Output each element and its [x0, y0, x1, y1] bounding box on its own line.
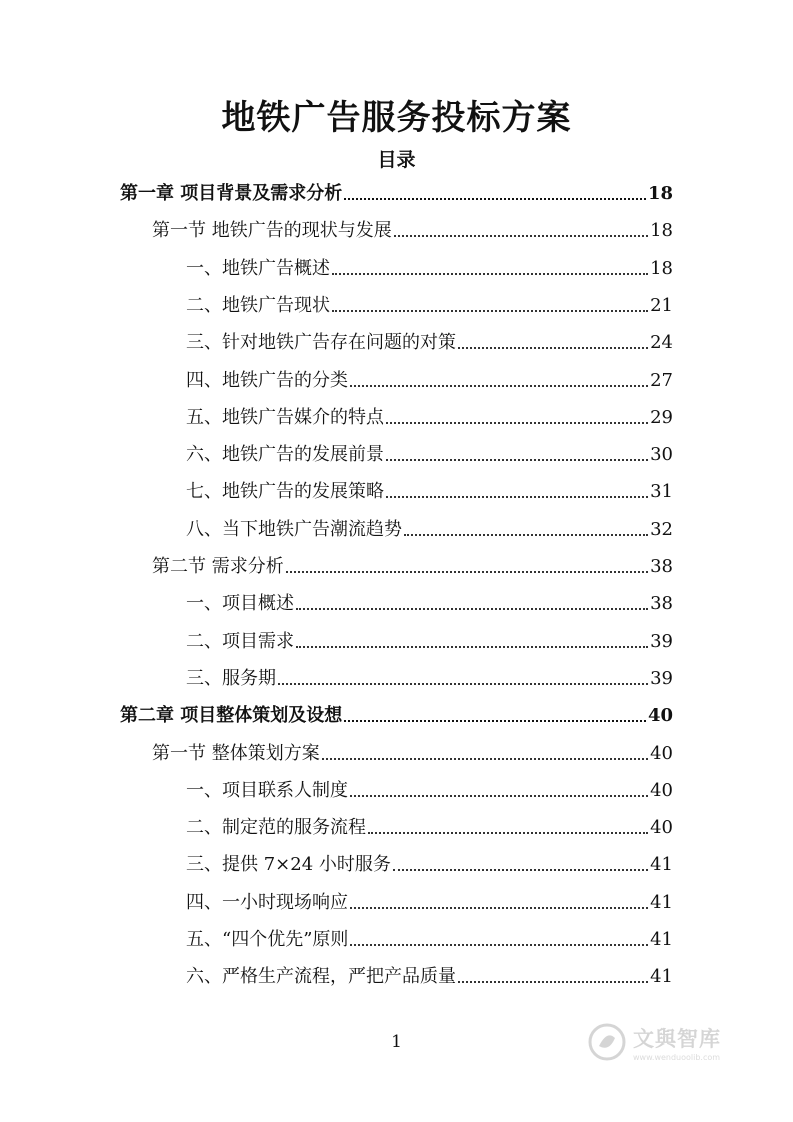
toc-subsection-entry[interactable] — [186, 891, 673, 915]
toc-leader-dots — [286, 571, 648, 573]
toc-leader-dots — [458, 347, 648, 349]
toc-entry-page: 18 — [647, 183, 673, 204]
toc-subsection-entry[interactable] — [186, 406, 673, 430]
toc-entry-page: 40 — [650, 742, 673, 764]
toc-leader-dots — [350, 944, 648, 946]
page-number: 1 — [391, 1032, 402, 1052]
toc-heading: 目录 — [377, 149, 416, 171]
toc-entry-label: 第二节 需求分析 — [152, 556, 284, 577]
toc-entry-page: 18 — [650, 257, 673, 279]
toc-entry-page: 24 — [650, 332, 673, 354]
toc-subsection-entry[interactable] — [186, 965, 673, 989]
toc-entry-page: 32 — [650, 518, 673, 540]
toc-entry-label: 二、地铁广告现状 — [186, 294, 330, 316]
toc-leader-dots — [332, 310, 648, 312]
toc-entry-page: 30 — [650, 444, 673, 466]
toc-entry-label: 第二章 项目整体策划及设想 — [120, 705, 343, 727]
watermark-url: www.wenduoolib.com — [633, 1052, 721, 1062]
toc-leader-dots — [332, 273, 648, 275]
toc-entry-page: 40 — [647, 705, 673, 727]
toc-entry-label: 第一章 项目背景及需求分析 — [120, 183, 343, 204]
toc-chapter-entry[interactable] — [120, 704, 673, 728]
toc-leader-dots — [394, 235, 648, 237]
toc-leader-dots — [386, 459, 648, 461]
toc-entry-page: 41 — [650, 854, 673, 876]
toc-subsection-entry[interactable] — [186, 816, 673, 840]
toc-entry-label: 三、提供 7×24 小时服务 — [186, 854, 391, 876]
toc-leader-dots — [296, 608, 648, 610]
toc-entry-label: 八、当下地铁广告潮流趋势 — [186, 518, 402, 540]
toc-entry-label: 六、地铁广告的发展前景 — [186, 444, 384, 466]
toc-entry-label: 七、地铁广告的发展策略 — [186, 481, 384, 503]
toc-entry-label: 二、项目需求 — [186, 630, 294, 652]
toc-subsection-entry[interactable] — [186, 257, 673, 281]
toc-entry-page: 31 — [650, 481, 673, 503]
toc-entry-label: 三、服务期 — [186, 667, 276, 689]
toc-section-entry[interactable] — [152, 742, 673, 766]
toc-entry-page: 39 — [650, 630, 673, 652]
toc-entry-page: 41 — [650, 966, 673, 988]
toc-entry-label: 四、一小时现场响应 — [186, 891, 348, 913]
toc-leader-dots — [350, 385, 648, 387]
toc-subsection-entry[interactable] — [186, 480, 673, 504]
toc-entry-page: 40 — [650, 779, 673, 801]
toc-leader-dots — [350, 907, 648, 909]
toc-entry-label: 三、针对地铁广告存在问题的对策 — [186, 332, 456, 354]
toc-entry-label: 二、制定范的服务流程 — [186, 817, 366, 839]
toc-entry-page: 18 — [650, 220, 673, 242]
toc-entry-page: 29 — [650, 406, 673, 428]
toc-subsection-entry[interactable] — [186, 853, 673, 877]
toc-entry-label: 五、“四个优先”原则 — [186, 929, 349, 950]
toc-entry-label: 第一节 地铁广告的现状与发展 — [152, 220, 392, 242]
toc-leader-dots — [344, 198, 646, 200]
toc-leader-dots — [278, 683, 648, 685]
toc-entry-page: 27 — [650, 369, 673, 391]
toc-section-entry[interactable] — [152, 555, 673, 579]
toc-subsection-entry[interactable] — [186, 331, 673, 355]
toc-subsection-entry[interactable] — [186, 630, 673, 654]
toc-entry-page: 41 — [650, 891, 673, 913]
toc-leader-dots — [393, 869, 648, 871]
toc-leader-dots — [386, 496, 648, 498]
toc-subsection-entry[interactable] — [186, 294, 673, 318]
toc-leader-dots — [296, 646, 648, 648]
toc-subsection-entry[interactable] — [186, 592, 673, 616]
toc-subsection-entry[interactable] — [186, 369, 673, 393]
toc-leader-dots — [386, 422, 648, 424]
toc-leader-dots — [350, 795, 648, 797]
toc-subsection-entry[interactable] — [186, 443, 673, 467]
toc-section-entry[interactable] — [152, 219, 673, 243]
toc-leader-dots — [368, 832, 648, 834]
toc-leader-dots — [404, 534, 648, 536]
toc-entry-page: 39 — [650, 667, 673, 689]
toc-subsection-entry[interactable] — [186, 928, 673, 952]
toc-subsection-entry[interactable] — [186, 779, 673, 803]
toc-entry-label: 一、项目概述 — [186, 593, 294, 615]
toc-subsection-entry[interactable] — [186, 667, 673, 691]
toc-entry-page: 21 — [650, 294, 673, 316]
toc-leader-dots — [458, 981, 648, 983]
toc-entry-page: 41 — [650, 929, 673, 950]
toc-entry-label: 第一节 整体策划方案 — [152, 742, 320, 764]
toc-entry-label: 四、地铁广告的分类 — [186, 369, 348, 391]
watermark — [587, 1022, 721, 1062]
toc-entry-page: 40 — [650, 817, 673, 839]
document-title: 地铁广告服务投标方案 — [221, 98, 572, 138]
toc-leader-dots — [344, 720, 646, 722]
toc-entry-label: 六、严格生产流程，严把产品质量 — [186, 966, 456, 988]
toc-entry-label: 五、地铁广告媒介的特点 — [186, 406, 384, 428]
toc-chapter-entry[interactable] — [120, 182, 673, 206]
toc-entry-label: 一、项目联系人制度 — [186, 779, 348, 801]
toc-subsection-entry[interactable] — [186, 518, 673, 542]
toc-entry-page: 38 — [650, 593, 673, 615]
toc-entry-page: 38 — [650, 556, 673, 577]
toc-leader-dots — [322, 758, 648, 760]
watermark-logo-icon — [587, 1022, 627, 1062]
toc-entry-label: 一、地铁广告概述 — [186, 257, 330, 279]
watermark-name: 文與智库 — [633, 1026, 721, 1051]
